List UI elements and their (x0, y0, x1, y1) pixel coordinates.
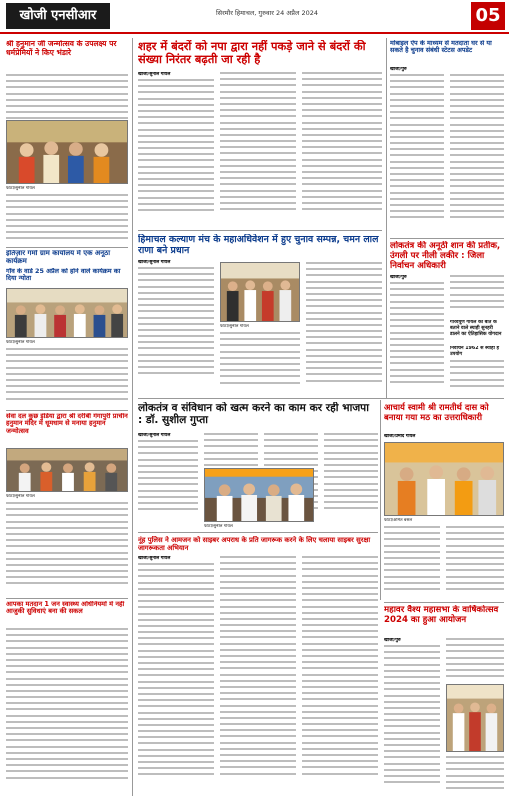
right-top-byline: खोजी/पुरु (390, 67, 407, 72)
bjp-headline: लोकतंत्र व संविधान को खत्म करने का काम कर रही भाजपा : डॉ. सुशील गुप्ता (138, 402, 369, 427)
col1-article-1-continued (6, 194, 128, 246)
cyber-article-b (220, 556, 296, 795)
ink-subheading-2: निर्वाचन 1962 से स्याही है उपयोग (450, 346, 500, 357)
ink-article-c (450, 360, 504, 394)
col1-article-2-text (6, 348, 128, 408)
mahavar-photo-image (447, 685, 503, 751)
mid-divider-2 (138, 398, 504, 399)
main-article-col-b (220, 72, 296, 227)
right-top-headline: मोबाइल ऐप के माध्यम से मतदाता घर से या सकते है चुनाव संबंधी स्टेटस अपडेट (390, 40, 492, 55)
himachal-article-b (220, 332, 300, 392)
bjp-article-a (138, 440, 198, 520)
mahavar-photo (446, 684, 504, 752)
himachal-photo (220, 262, 300, 322)
col1-photo-1-caption: फोटो/सुनील गोयल (6, 186, 35, 191)
right-divider-1 (390, 238, 504, 239)
col1-subheadline-2: गाँव के वार्ड 25 अप्रैल को होने वाले कार्यक्रम का दिया न्योता (6, 268, 121, 283)
himachal-headline: हिमाचल कल्याण मंच के महाअधिवेशन में हुए चुनाव सम्पन्न, चमन लाल राणा बने प्रधान (138, 234, 379, 256)
bjp-photo-image (205, 469, 313, 521)
himachal-photo-caption: फोटो/सुनील गोयल (220, 324, 249, 329)
ink-subheading: गौरवपूर्ण गोयल की बात के बताने वाले स्याही सुनहरी डालने का ऐतिहासिक योगदान (450, 320, 502, 337)
newspaper-logo: खोजी एनसीआर (6, 3, 110, 29)
right-vertical-rule (386, 38, 387, 398)
bjp-photo-caption: फोटो/सुनील गोयल (204, 524, 233, 529)
main-article-col-a (138, 79, 214, 227)
mahavar-top-divider (384, 602, 504, 603)
acharya-headline: आचार्य स्वामी श्री रामतीर्थ दास को बनाया गया मठ का उत्तराधिकारी (384, 402, 489, 422)
col1-headline-3: सेवा दल कुछ इंडिया द्वारा श्री दरीबी गंगापुरी प्राचीन हनुमान मंदिर में धूमधाम से मनाया हनुमान जन्मोत्सव (6, 413, 128, 435)
acharya-article-a (384, 526, 440, 598)
col1-photo-2-caption: फोटो/सुनील गोयल (6, 340, 35, 345)
mahavar-article-c (446, 756, 504, 795)
cyber-article-a (138, 563, 214, 795)
right-top-article-b (450, 74, 504, 234)
photo-1-image (7, 121, 127, 183)
col1-photo-3-caption: फोटो/सुनील गोयल (6, 494, 35, 499)
bjp-photo (204, 468, 314, 522)
cyber-headline: नूंह पुलिस ने आमजन को साइबर अपराध के प्रति जागरूक करने के लिए चलाया साइबर सुरक्षा जागरूकता अभियान (138, 536, 371, 552)
mid-divider-1 (138, 230, 382, 231)
masthead (0, 0, 509, 34)
col1-photo-1 (6, 120, 128, 184)
acharya-photo-image (385, 443, 503, 515)
ink-headline: लोकतंत्र की अनूठी शान की प्रतीक, उंगली पर नीली लकीर : जिला निर्वाचन अधिकारी (390, 241, 501, 271)
bjp-article-d (324, 433, 378, 521)
col1-headline-1: श्री हनुमान जी जन्मोत्सव के उपलक्ष्य पर धर्मप्रेमियों ने किए भंडारे (6, 40, 117, 57)
himachal-article-a (138, 267, 214, 391)
col1-photo-2 (6, 288, 128, 338)
acharya-photo-caption: फोटो/अमित बंसल (384, 518, 413, 523)
acharya-photo (384, 442, 504, 516)
page-number: 05 (471, 2, 505, 30)
acharya-article-b (446, 526, 504, 598)
photo-3-image (7, 449, 127, 491)
col1-divider-1 (6, 247, 128, 248)
himachal-byline: खोजी/सुनील गोयल (138, 260, 171, 265)
himachal-article-c (306, 262, 382, 392)
col1-divider-3 (6, 598, 128, 599)
col1-vertical-rule (132, 38, 133, 796)
ink-article-a (390, 282, 444, 394)
col1-headline-4: आपका मतदान 1 जन स्वास्थ्य अधिनियमों में नहीं आजुकी सुविधाएं बना की सकल (6, 601, 125, 616)
right-top-article-a (390, 74, 444, 234)
mahavar-headline: महावर वैश्य महासभा के वार्षिकोत्सव 2024 का हुआ आयोजन (384, 605, 499, 626)
himachal-photo-image (221, 263, 299, 321)
edition-info: सिरमौर हिमाचल, गुरुवार 24 अप्रैल 2024 (216, 9, 318, 17)
mahavar-article-a (384, 645, 440, 795)
cyber-byline: खोजी/सुनील गोयल (138, 556, 171, 561)
main-byline: खोजी/सुनील गोयल (138, 72, 171, 77)
mahavar-byline: खोजी/पुरु (384, 638, 401, 643)
acharya-byline: खोजी/प्रमोद गोयल (384, 434, 416, 439)
ink-byline: खोजी/पुरु (390, 275, 407, 280)
col1-divider-2 (6, 410, 128, 411)
ink-article-b (450, 275, 504, 319)
cyber-top-divider (138, 532, 378, 533)
col1-photo-3 (6, 448, 128, 492)
bjp-byline: खोजी/सुनील गोयल (138, 433, 171, 438)
main-headline: शहर में बंदरों को नपा द्वारा नहीं पकड़े जाने से बंदरों की संख्या निरंतर बढ़ती जा रही है (138, 40, 366, 66)
cyber-article-c (302, 556, 378, 795)
col1-article-3-text (6, 502, 128, 594)
main-article-col-c (302, 72, 382, 227)
col1-article-4-text (6, 628, 128, 794)
mahavar-article-b (446, 638, 504, 682)
col1-headline-2: इंतिज़ार गर्मा ग्राम कार्यालय में एक अनूठा कार्यक्रम (6, 250, 111, 265)
acharya-vertical-rule (380, 400, 381, 600)
photo-2-image (7, 289, 127, 337)
